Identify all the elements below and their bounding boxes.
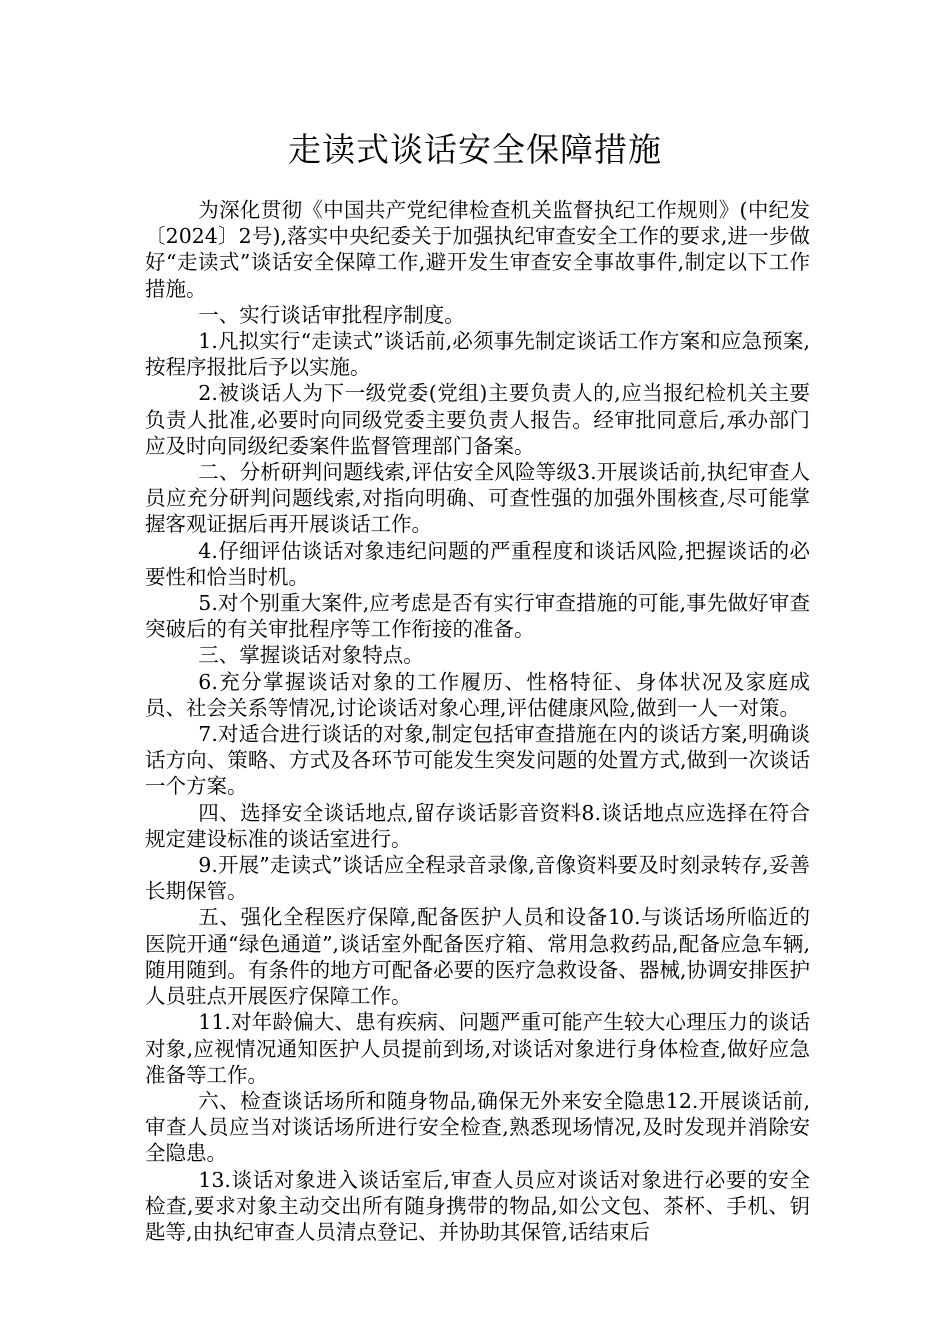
item-1: 1.凡拟实行“走读式”谈话前,必须事先制定谈话工作方案和应急预案,按程序报批后予以实施。 (145, 329, 810, 380)
item-5: 5.对个别重大案件,应考虑是否有实行审查措施的可能,事先做好审查突破后的有关审批程序等工作衔接的准备。 (145, 591, 810, 642)
section-heading-6-item-12: 六、检查谈话场所和随身物品,确保无外来安全隐患12.开展谈话前,审查人员应当对谈话场所进行安全检查,熟悉现场情况,及时发现并消除安全隐患。 (145, 1088, 810, 1166)
section-heading-3: 三、掌握谈话对象特点。 (198, 643, 424, 668)
paragraph-intro: 为深化贯彻《中国共产党纪律检查机关监督执纪工作规则》(中纪发〔2024〕2号),落实中央纪委关于加强执纪审查安全工作的要求,进一步做好“走读式”谈话安全保障工作,避开发生审查安全事故事件,制定以下工作措施。 (145, 198, 810, 301)
section-heading-2-item-3: 二、分析研判问题线索,评估安全风险等级3.开展谈话前,执纪审查人员应充分研判问题线索,对指向明确、可查性强的加强外围核查,尽可能掌握客观证据后再开展谈话工作。 (145, 460, 810, 537)
item-7: 7.对适合进行谈话的对象,制定包括审查措施在内的谈话方案,明确谈话方向、策略、方式及各环节可能发生突发问题的处置方式,做到一次谈话一个方案。 (145, 722, 810, 799)
section-heading-4-item-8: 四、选择安全谈话地点,留存谈话影音资料8.谈话地点应选择在符合规定建设标准的谈话室进行。 (145, 800, 810, 851)
item-9: 9.开展”走读式”谈话应全程录音录像,音像资料要及时刻录转存,妥善长期保管。 (145, 853, 810, 904)
item-6: 6.充分掌握谈话对象的工作履历、性格特征、身体状况及家庭成员、社会关系等情况,讨论谈话对象心理,评估健康风险,做到一人一对策。 (145, 669, 810, 720)
document-title: 走读式谈话安全保障措施 (288, 130, 662, 169)
item-4: 4.仔细评估谈话对象违纪问题的严重程度和谈话风险,把握谈话的必要性和恰当时机。 (145, 538, 810, 589)
item-2: 2.被谈话人为下一级党委(党组)主要负责人的,应当报纪检机关主要负责人批准,必要时向同级党委主要负责人报告。经审批同意后,承办部门应及时向同级纪委案件监督管理部门备案。 (145, 381, 810, 458)
section-heading-5-item-10: 五、强化全程医疗保障,配备医护人员和设备10.与谈话场所临近的医院开通“绿色通道”,谈话室外配备医疗箱、常用急救药品,配备应急车辆,随用随到。有条件的地方可配备必要的医疗急救设备、器械,协调安排医护人员驻点开展医疗保障工作。 (145, 905, 810, 1009)
item-13: 13.谈话对象进入谈话室后,审查人员应对谈话对象进行必要的安全检查,要求对象主动交出所有随身携带的物品,如公文包、茶杯、手机、钥匙等,由执纪审查人员清点登记、并协助其保管,话结束后 (145, 1167, 810, 1244)
section-heading-1: 一、实行谈话审批程序制度。 (198, 302, 465, 327)
item-11: 11.对年龄偏大、患有疾病、问题严重可能产生较大心理压力的谈话对象,应视情况通知医护人员提前到场,对谈话对象进行身体检查,做好应急准备等工作。 (145, 1010, 810, 1087)
document-body (145, 197, 810, 1245)
